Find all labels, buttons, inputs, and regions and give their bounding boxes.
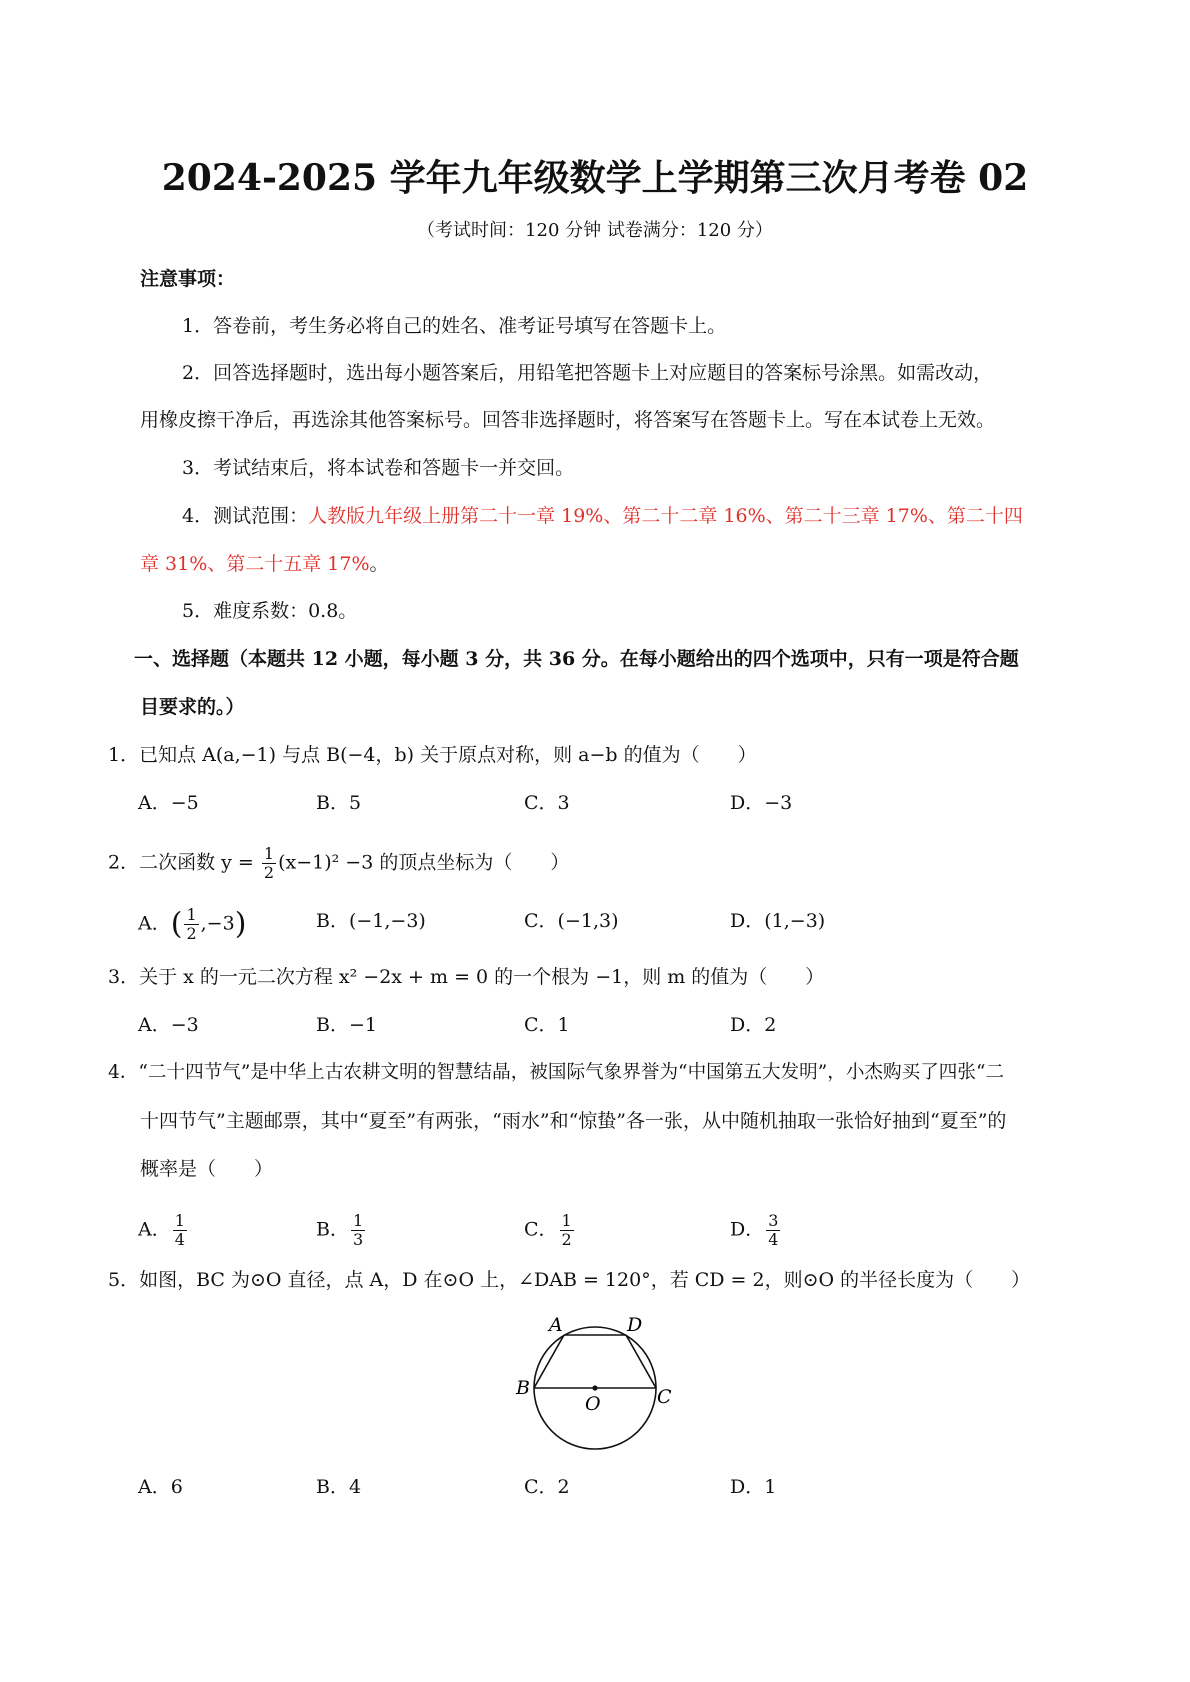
notice-item-4-line-2 bbox=[140, 551, 389, 577]
q4-option-d bbox=[730, 1212, 782, 1249]
exam-title: 2024-2025 学年九年级数学上学期第三次月考卷 02 bbox=[161, 157, 1029, 199]
notice-item-1: 1．答卷前，考生务必将自己的姓名、准考证号填写在答题卡上。 bbox=[182, 315, 727, 337]
q5-label-b: B bbox=[516, 1377, 530, 1399]
q5-circle-figure bbox=[505, 1300, 695, 1470]
section-1-heading-line-1: 一、选择题（本题共 12 小题，每小题 3 分，共 36 分。在每小题给出的四个选项中，只有一项是符合题 bbox=[134, 648, 1019, 670]
q4-option-b-den: 3 bbox=[352, 1230, 364, 1249]
q4-stem-line-3: 概率是（ ） bbox=[140, 1158, 274, 1180]
q1-stem: 1．已知点 A(a,−1) 与点 B(−4，b) 关于原点对称，则 a−b 的值为（ ） bbox=[108, 744, 757, 766]
q2-option-a-rparen: ) bbox=[234, 906, 247, 942]
q4-option-a-label: A． bbox=[138, 1218, 171, 1241]
q5-center-point bbox=[592, 1385, 597, 1390]
exam-subtitle: （考试时间：120 分钟 试卷满分：120 分） bbox=[417, 220, 773, 241]
notice-item-3: 3．考试结束后，将本试卷和答题卡一并交回。 bbox=[182, 457, 575, 479]
notice-heading: 注意事项： bbox=[140, 268, 236, 290]
q4-option-d-label: D． bbox=[730, 1218, 765, 1241]
q2-option-a-fraction bbox=[184, 906, 198, 943]
notice-item-4-range: 人教版九年级上册第二十一章 19%、第二十二章 16%、第二十三章 17%、第二十四 bbox=[308, 505, 1023, 527]
section-1-heading-line-2: 目要求的。） bbox=[140, 696, 245, 718]
q4-option-b-fraction bbox=[351, 1212, 365, 1249]
q2-stem-suffix: (x−1)² −3 的顶点坐标为（ ） bbox=[278, 851, 570, 874]
notice-item-5: 5．难度系数：0.8。 bbox=[182, 600, 358, 622]
q1-option-b: B．5 bbox=[316, 792, 362, 814]
q5-chord-ba bbox=[534, 1335, 564, 1388]
q4-option-a-num: 1 bbox=[174, 1211, 185, 1230]
q3-option-a: A．−3 bbox=[138, 1014, 199, 1036]
q4-option-d-fraction bbox=[766, 1212, 780, 1249]
q1-option-a: A．−5 bbox=[138, 792, 199, 814]
q1-option-c: C．3 bbox=[524, 792, 570, 814]
notice-item-4-suffix: 。 bbox=[369, 553, 389, 575]
q4-option-c bbox=[524, 1212, 576, 1249]
q3-option-d: D．2 bbox=[730, 1014, 777, 1036]
q3-stem: 3．关于 x 的一元二次方程 x² −2x + m = 0 的一个根为 −1，则 m 的值为（ ） bbox=[108, 966, 825, 988]
q4-stem-line-1: 4．“二十四节气”是中华上古农耕文明的智慧结晶，被国际气象界誉为“中国第五大发明”，小杰购买了四张“二 bbox=[108, 1062, 1005, 1083]
notice-item-2-line-2: 用橡皮擦干净后，再选涂其他答案标号。回答非选择题时，将答案写在答题卡上。写在本试卷上无效。 bbox=[140, 409, 996, 431]
q2-option-a-lparen: ( bbox=[170, 906, 183, 942]
q2-option-d: D．(1,−3) bbox=[730, 910, 826, 932]
q2-option-c: C．(−1,3) bbox=[524, 910, 619, 932]
q2-fraction-num: 1 bbox=[263, 844, 275, 863]
q4-option-b-label: B． bbox=[316, 1218, 349, 1241]
notice-item-2-line-1: 2．回答选择题时，选出每小题答案后，用铅笔把答题卡上对应题目的答案标号涂黑。如需改动， bbox=[182, 362, 993, 384]
q2-fraction-den: 2 bbox=[263, 863, 275, 882]
q4-option-c-label: C． bbox=[524, 1218, 558, 1241]
q5-chord-dc bbox=[626, 1335, 656, 1388]
q4-option-c-fraction bbox=[560, 1212, 574, 1249]
q4-option-d-den: 4 bbox=[768, 1230, 779, 1249]
q3-option-b: B．−1 bbox=[316, 1014, 377, 1036]
q2-option-a-rest: ,−3 bbox=[200, 912, 235, 935]
notice-item-4-line-1 bbox=[182, 503, 1023, 529]
q2-option-a-den: 2 bbox=[186, 924, 197, 943]
q5-label-o: O bbox=[585, 1393, 601, 1415]
q5-label-d: D bbox=[627, 1314, 643, 1336]
q5-option-c: C．2 bbox=[524, 1476, 570, 1498]
q4-option-a-fraction bbox=[173, 1212, 187, 1249]
q1-option-d: D．−3 bbox=[730, 792, 793, 814]
q4-stem-line-2: 十四节气”主题邮票，其中“夏至”有两张，“雨水”和“惊蛰”各一张，从中随机抽取一张恰好抽到“夏至”的 bbox=[140, 1110, 1007, 1132]
q2-fraction bbox=[262, 845, 276, 882]
q2-option-a bbox=[138, 906, 246, 943]
notice-item-4-range-cont: 章 31%、第二十五章 17% bbox=[140, 553, 370, 575]
q4-option-b-num: 1 bbox=[352, 1211, 364, 1230]
q4-option-a bbox=[138, 1212, 189, 1249]
q4-option-d-num: 3 bbox=[768, 1211, 779, 1230]
q2-option-a-label: A． bbox=[138, 912, 171, 935]
q3-option-c: C．1 bbox=[524, 1014, 570, 1036]
q4-option-b bbox=[316, 1212, 367, 1249]
q5-stem: 5．如图，BC 为⊙O 直径，点 A，D 在⊙O 上，∠DAB = 120°，若 CD = 2，则⊙O 的半径长度为（ ） bbox=[108, 1269, 1031, 1291]
q2-option-b: B．(−1,−3) bbox=[316, 910, 426, 932]
q5-option-d: D．1 bbox=[730, 1476, 777, 1498]
q5-option-b: B．4 bbox=[316, 1476, 362, 1498]
q4-option-a-den: 4 bbox=[174, 1230, 185, 1249]
q2-stem-prefix: 2．二次函数 y = bbox=[108, 851, 260, 874]
notice-item-4-prefix: 4．测试范围： bbox=[182, 505, 309, 527]
q4-option-c-num: 1 bbox=[561, 1211, 572, 1230]
q2-stem bbox=[108, 845, 569, 882]
q5-option-a: A．6 bbox=[138, 1476, 183, 1498]
q5-label-c: C bbox=[657, 1386, 672, 1408]
q2-option-a-num: 1 bbox=[186, 905, 197, 924]
q5-label-a: A bbox=[549, 1314, 563, 1336]
q4-option-c-den: 2 bbox=[561, 1230, 572, 1249]
